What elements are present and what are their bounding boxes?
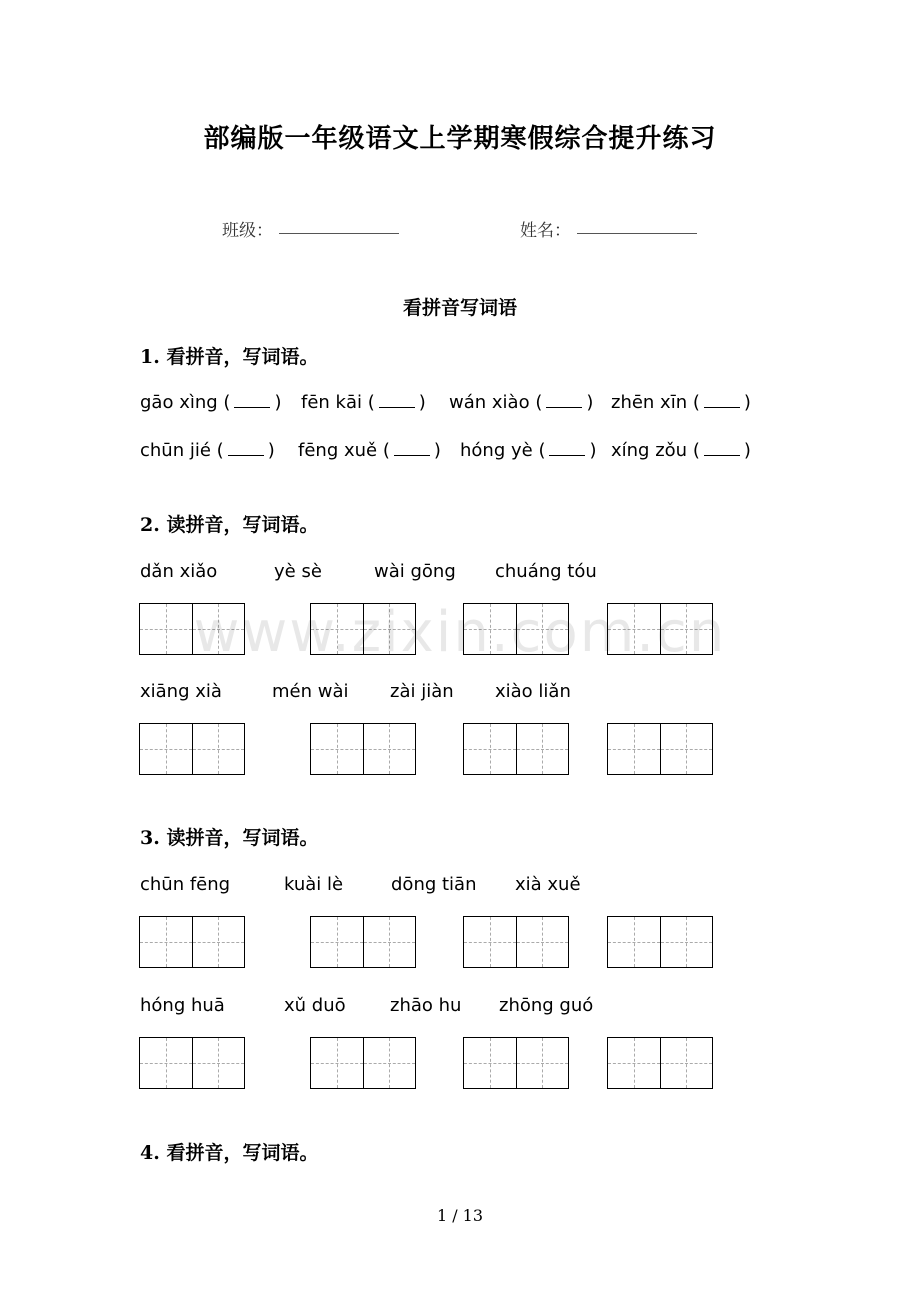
writing-grid[interactable] [139,1037,245,1089]
open-paren: ( [535,392,543,413]
open-paren: ( [367,392,375,413]
q1-pinyin: zhēn xīn [611,392,688,413]
answer-blank[interactable] [546,393,582,408]
q3-pinyin: hóng huā [140,995,225,1016]
writing-grid[interactable] [310,1037,416,1089]
writing-grid[interactable] [463,723,569,775]
close-paren: ) [743,392,751,413]
q3-pinyin: zhōng guó [499,995,594,1016]
q3-pinyin: chūn fēng [140,874,231,895]
q1-pinyin: wán xiào [449,392,530,413]
question-3-label: 3. 读拼音，写词语。 [140,827,319,849]
q1-item [301,392,426,413]
watermark: www.zixin.com.cn [193,600,727,665]
class-field-line[interactable] [279,233,399,234]
open-paren: ( [216,440,224,461]
page-title: 部编版一年级语文上学期寒假综合提升练习 [203,124,717,154]
q1-pinyin: chūn jié [140,440,211,461]
question-1-label: 1. 看拼音，写词语。 [140,346,319,368]
q2-pinyin: dǎn xiǎo [140,561,218,582]
close-paren: ) [418,392,426,413]
close-paren: ) [589,440,597,461]
q2-pinyin: wài gōng [374,561,456,582]
q3-pinyin: dōng tiān [391,874,477,895]
writing-grid[interactable] [310,916,416,968]
writing-grid[interactable] [139,916,245,968]
answer-blank[interactable] [234,393,270,408]
close-paren: ) [743,440,751,461]
page-number: 1 / 13 [436,1206,484,1225]
writing-grid[interactable] [310,723,416,775]
answer-blank[interactable] [704,441,740,456]
q2-pinyin: zài jiàn [390,681,454,702]
q1-item [460,440,597,461]
writing-grid[interactable] [607,723,713,775]
answer-blank[interactable] [228,441,264,456]
q3-pinyin: zhāo hu [390,995,462,1016]
section-title: 看拼音写词语 [402,297,517,319]
close-paren: ) [586,392,594,413]
name-label: 姓名： [520,221,571,241]
q1-pinyin: xíng zǒu [611,440,688,461]
answer-blank[interactable] [379,393,415,408]
answer-blank[interactable] [549,441,585,456]
open-paren: ( [692,440,700,461]
q2-pinyin: chuáng tóu [495,561,597,582]
q3-pinyin: xià xuě [515,874,581,895]
open-paren: ( [692,392,700,413]
question-2-label: 2. 读拼音，写词语。 [140,514,319,536]
open-paren: ( [382,440,390,461]
q3-pinyin: kuài lè [284,874,344,895]
q1-item [611,440,751,461]
q1-pinyin: hóng yè [460,440,533,461]
open-paren: ( [223,392,231,413]
writing-grid[interactable] [463,916,569,968]
q3-pinyin: xǔ duō [284,995,346,1016]
answer-blank[interactable] [704,393,740,408]
close-paren: ) [274,392,282,413]
close-paren: ) [433,440,441,461]
q1-item [140,440,275,461]
q2-pinyin: mén wài [272,681,349,702]
q1-item [140,392,281,413]
close-paren: ) [267,440,275,461]
writing-grid[interactable] [607,1037,713,1089]
open-paren: ( [538,440,546,461]
class-label: 班级： [222,221,273,241]
q1-pinyin: gāo xìng [140,392,218,413]
q2-pinyin: xiào liǎn [495,681,571,702]
q2-pinyin: xiāng xià [140,681,222,702]
q1-pinyin: fēn kāi [301,392,362,413]
answer-blank[interactable] [394,441,430,456]
q1-item [298,440,441,461]
name-field-line[interactable] [577,233,697,234]
q1-item [449,392,593,413]
writing-grid[interactable] [463,1037,569,1089]
writing-grid[interactable] [139,723,245,775]
q1-pinyin: fēng xuě [298,440,378,461]
q1-item [611,392,751,413]
writing-grid[interactable] [607,916,713,968]
question-4-label: 4. 看拼音，写词语。 [140,1142,319,1164]
q2-pinyin: yè sè [274,561,322,582]
